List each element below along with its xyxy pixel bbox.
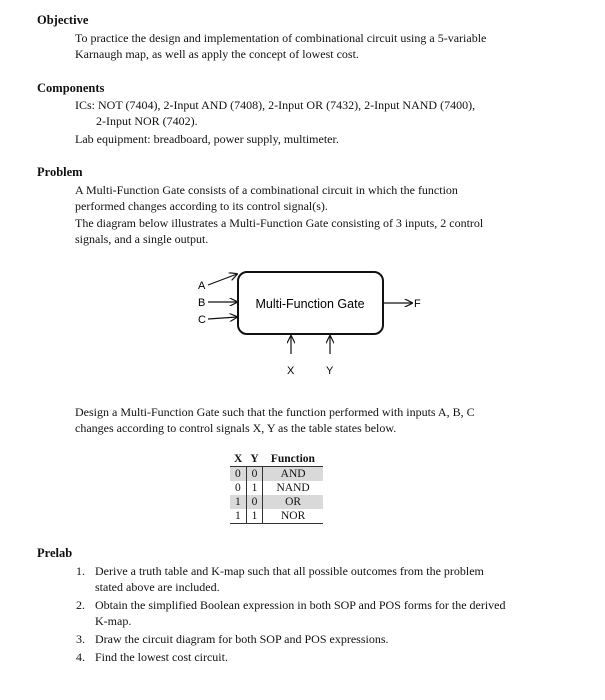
prelab-item-number: 4. bbox=[76, 650, 85, 664]
input-c-arrow bbox=[208, 317, 237, 319]
prelab-item-4 bbox=[76, 649, 546, 665]
cell-x: 0 bbox=[230, 467, 246, 482]
table-row bbox=[230, 467, 323, 482]
objective-text-line-2: Karnaugh map, as well as apply the concept of lowest cost. bbox=[75, 47, 359, 61]
input-b-label: B bbox=[198, 297, 206, 309]
prelab-item-number: 1. bbox=[76, 564, 85, 578]
prelab-item-text: Draw the circuit diagram for both SOP and POS expressions. bbox=[95, 632, 389, 646]
cell-y: 1 bbox=[246, 481, 262, 495]
components-heading: Components bbox=[37, 81, 105, 95]
design-instruction-line-2: changes according to control signals X, Y as the table states below. bbox=[75, 421, 397, 435]
table-row bbox=[230, 509, 323, 524]
prelab-item-1 bbox=[76, 563, 546, 597]
table-row bbox=[230, 481, 323, 495]
input-a-arrow bbox=[208, 274, 237, 285]
problem-p1-line-2: performed changes according to its control signal(s). bbox=[75, 199, 328, 213]
control-y-label: Y bbox=[326, 365, 334, 377]
cell-x: 1 bbox=[230, 509, 246, 524]
cell-x: 1 bbox=[230, 495, 246, 509]
multi-function-gate-diagram bbox=[180, 262, 450, 382]
prelab-item-number: 2. bbox=[76, 598, 85, 612]
objective-heading: Objective bbox=[37, 13, 89, 27]
prelab-heading: Prelab bbox=[37, 546, 73, 560]
gate-block-label: Multi-Function Gate bbox=[255, 297, 365, 311]
header-y: Y bbox=[246, 452, 262, 467]
function-table bbox=[230, 452, 323, 524]
components-ics-line-2: 2-Input NOR (7402). bbox=[96, 114, 198, 128]
prelab-item-text: Obtain the simplified Boolean expression in both SOP and POS forms for the derived bbox=[95, 598, 506, 612]
components-ics-line-1: ICs: NOT (7404), 2-Input AND (7408), 2-Input OR (7432), 2-Input NAND (7400), bbox=[75, 98, 476, 112]
cell-function: OR bbox=[263, 495, 324, 509]
header-x: X bbox=[230, 452, 246, 467]
cell-function: NOR bbox=[263, 509, 324, 524]
prelab-item-3 bbox=[76, 631, 546, 647]
cell-function: NAND bbox=[276, 482, 310, 494]
table-row bbox=[230, 495, 323, 509]
cell-function: AND bbox=[263, 467, 324, 482]
components-lab-equipment: Lab equipment: breadboard, power supply, multimeter. bbox=[75, 132, 339, 146]
problem-p2-line-2: signals, and a single output. bbox=[75, 232, 209, 246]
problem-heading: Problem bbox=[37, 165, 83, 179]
prelab-item-text: Find the lowest cost circuit. bbox=[95, 650, 228, 664]
prelab-item-2 bbox=[76, 597, 546, 631]
prelab-item-text: stated above are included. bbox=[95, 580, 220, 594]
control-x-label: X bbox=[287, 365, 295, 377]
problem-p2-line-1: The diagram below illustrates a Multi-Function Gate consisting of 3 inputs, 2 control bbox=[75, 216, 484, 230]
objective-text-line-1: To practice the design and implementation of combinational circuit using a 5-variable bbox=[75, 31, 487, 45]
problem-p1-line-1: A Multi-Function Gate consists of a combinational circuit in which the function bbox=[75, 183, 458, 197]
cell-y: 1 bbox=[246, 509, 262, 524]
header-function: Function bbox=[263, 452, 324, 467]
cell-y: 0 bbox=[246, 495, 262, 509]
cell-x: 0 bbox=[230, 481, 246, 495]
output-f-label: F bbox=[414, 298, 421, 310]
prelab-item-text: Derive a truth table and K-map such that all possible outcomes from the problem bbox=[95, 564, 484, 578]
prelab-item-number: 3. bbox=[76, 632, 85, 646]
input-a-label: A bbox=[198, 280, 206, 292]
design-instruction-line-1: Design a Multi-Function Gate such that the function performed with inputs A, B, C bbox=[75, 405, 475, 419]
prelab-item-text: K-map. bbox=[95, 614, 132, 628]
function-table-header-row bbox=[230, 452, 323, 467]
input-c-label: C bbox=[198, 314, 206, 326]
cell-y: 0 bbox=[246, 467, 262, 482]
